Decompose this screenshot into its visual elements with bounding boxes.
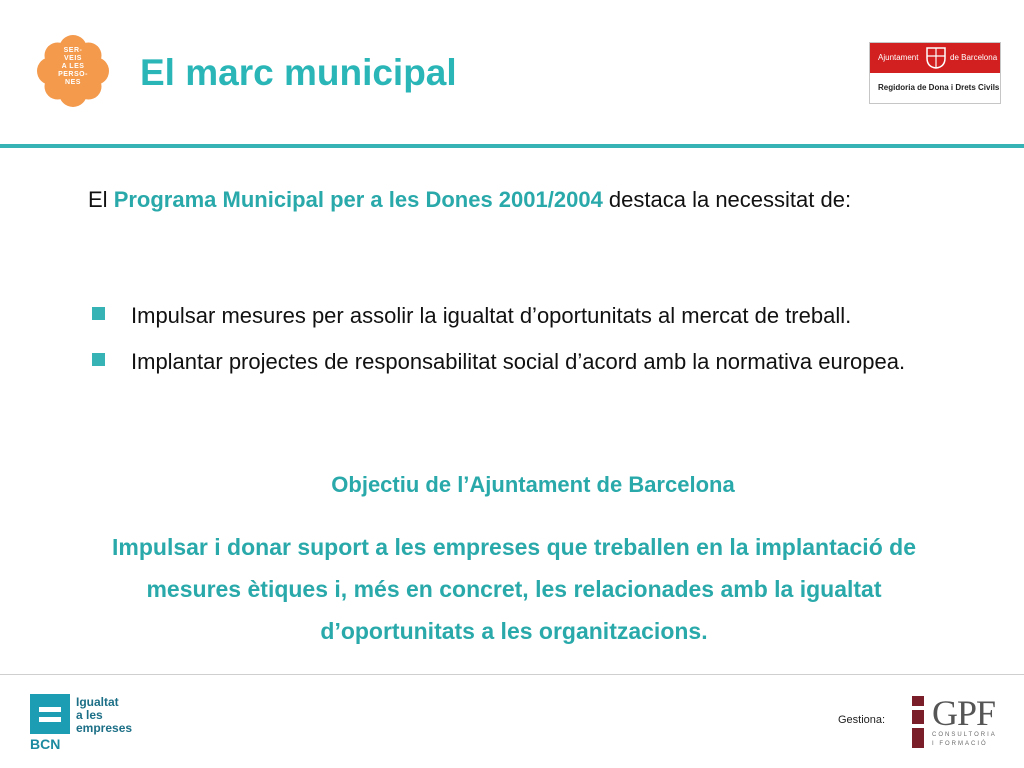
ajuntament-label: Ajuntament: [878, 53, 919, 62]
objective-text: Impulsar i donar suport a les empreses que treballen en la implantació de mesures ètiques i, més en concret, les relacionades amb la igualtat d’oportunitats a les organitzacions.: [112, 534, 916, 644]
header-divider: [0, 144, 1024, 148]
de-barcelona-label: de Barcelona: [950, 53, 998, 62]
list-item-text: Implantar projectes de responsabilitat social d’acord amb la normativa europea.: [131, 349, 906, 374]
square-bullet-icon: [92, 307, 105, 320]
list-item: [90, 302, 980, 330]
barcelona-shield-icon: [926, 47, 946, 69]
flower-logo-text: SER- VEIS A LES PERSO- NES: [58, 47, 88, 86]
gpf-logo-line1: CONSULTORIA: [932, 732, 997, 738]
intro-prefix: El: [88, 187, 114, 212]
page-title: El marc municipal: [140, 52, 457, 93]
intro-paragraph: [88, 178, 948, 222]
gestiona-label: Gestiona:: [838, 714, 886, 726]
gpf-logo-name: GPF: [932, 693, 996, 733]
igualtat-logo-text: Igualtat a les empreses: [76, 695, 133, 735]
bcn-logo-abbr: BCN: [30, 736, 61, 752]
igualtat-bcn-logo: [30, 694, 140, 750]
needs-list: [90, 302, 980, 394]
intro-suffix: destaca la necessitat de:: [602, 187, 852, 212]
list-item: [90, 348, 980, 376]
list-item-text: Impulsar mesures per assolir la igualtat d’oportunitats al mercat de treball.: [131, 303, 852, 328]
regidoria-label: Regidoria de Dona i Drets Civils: [878, 83, 1000, 92]
square-bullet-icon: [92, 353, 105, 366]
serveis-persones-logo: [36, 34, 110, 108]
ajuntament-logo-band: [870, 43, 1000, 73]
ajuntament-logo: [869, 42, 1001, 104]
programme-name: Programa Municipal per a les Dones 2001/2004: [113, 187, 603, 212]
gpf-logo-line2: I FORMACIÓ: [932, 741, 988, 747]
equals-sign-icon: [30, 694, 70, 734]
footer-divider: [0, 674, 1024, 675]
gpf-logo: [908, 694, 1000, 752]
objective-title: Objectiu de l’Ajuntament de Barcelona: [331, 472, 735, 497]
